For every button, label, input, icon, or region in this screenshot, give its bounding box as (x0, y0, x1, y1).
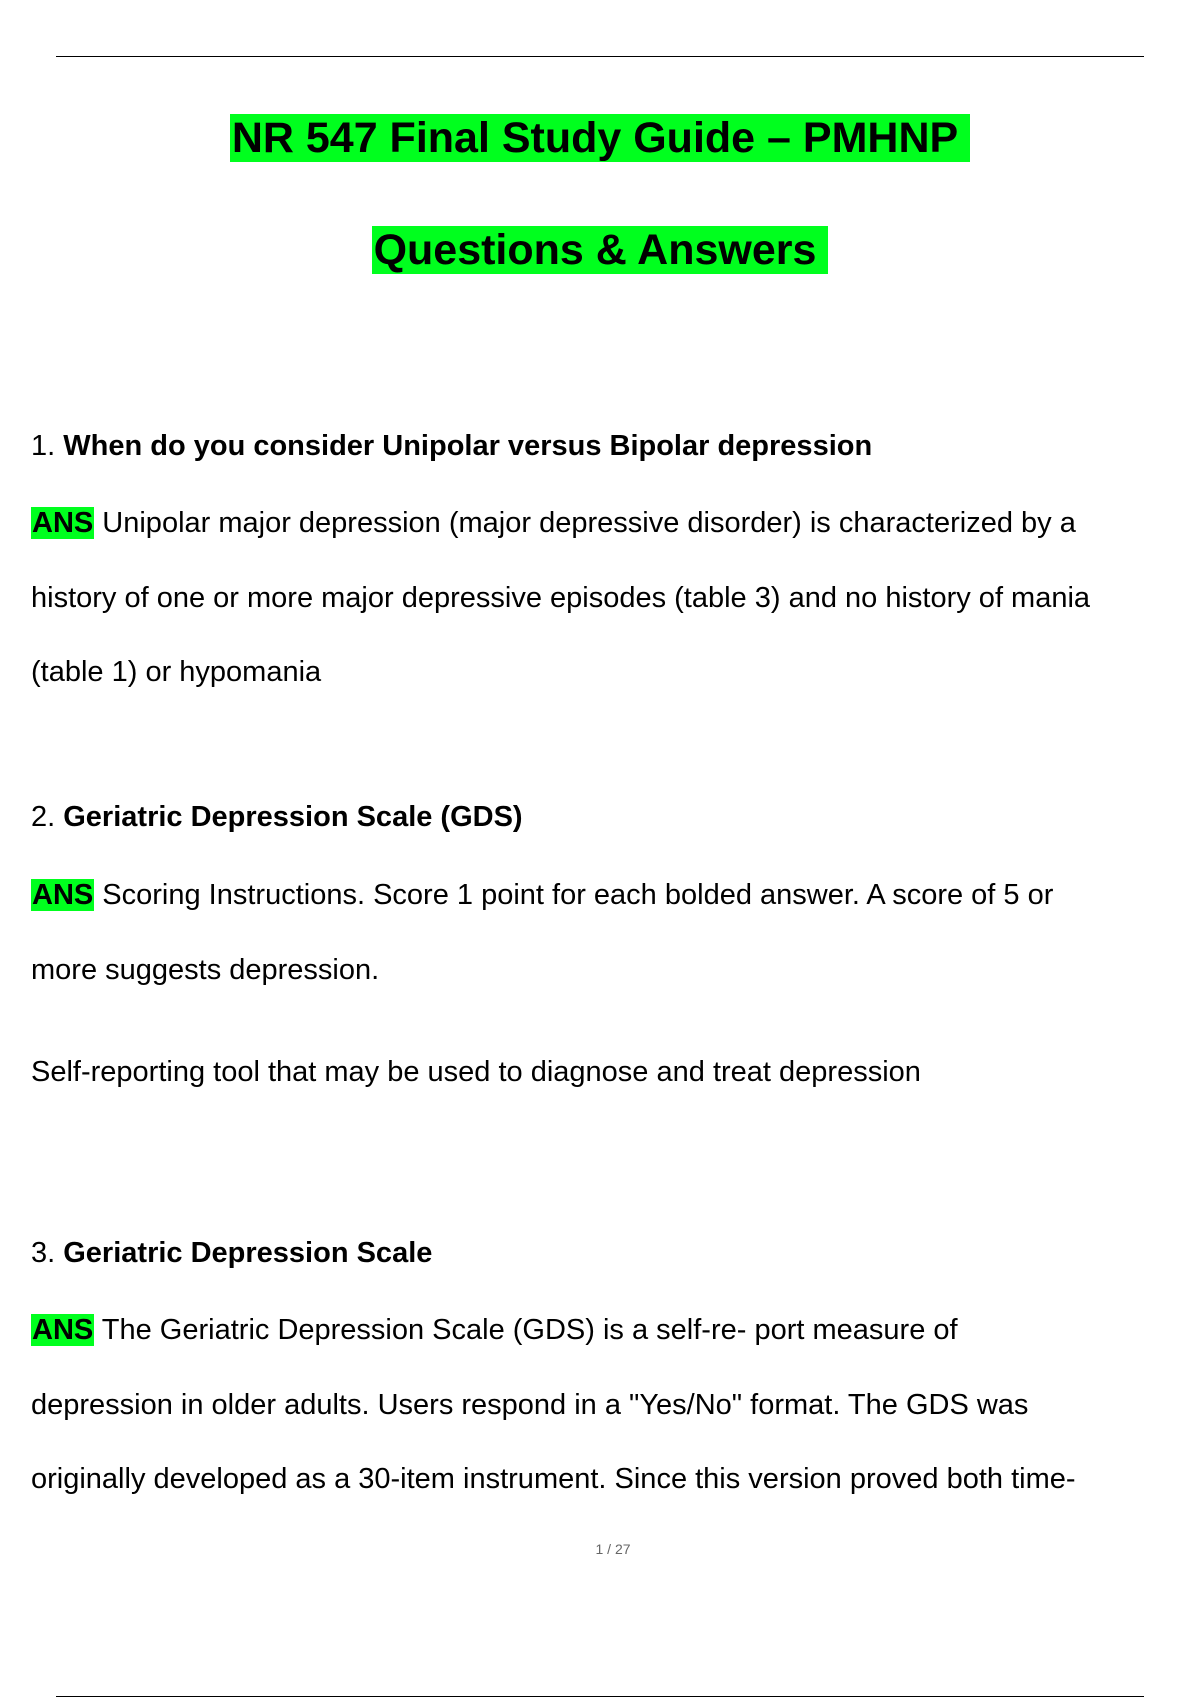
answer-line: history of one or more major depressive episodes (table 3) and no history of mania (31, 581, 1091, 614)
answer-text: The Geriatric Depression Scale (GDS) is a self-re- port measure of (101, 1314, 958, 1346)
answer-2 (31, 858, 1200, 1007)
question-number: 2. (31, 801, 56, 833)
question-1 (31, 430, 872, 463)
ans-label: ANS (32, 879, 94, 911)
answer-2-note: Self-reporting tool that may be used to diagnose and treat depression (31, 1056, 921, 1088)
answer-line: (table 1) or hypomania (31, 656, 322, 688)
question-text: Geriatric Depression Scale (GDS) (63, 801, 523, 833)
title-highlight-1: NR 547 Final Study Guide – PMHNP (230, 114, 970, 162)
ans-label: ANS (32, 1314, 94, 1346)
question-number: 1. (31, 430, 56, 462)
answer-text: Unipolar major depression (major depressive disorder) is characterized by a (102, 507, 1076, 539)
ans-label: ANS (32, 507, 94, 539)
bottom-rule (56, 1696, 1144, 1697)
answer-line: depression in older adults. Users respond in a "Yes/No" format. The GDS was (31, 1388, 1029, 1421)
answer-line (31, 486, 1200, 561)
question-number: 3. (31, 1237, 56, 1269)
document-title-line-2 (0, 221, 1200, 279)
document-title-line-1 (0, 109, 1200, 167)
answer-line (31, 1293, 1200, 1368)
answer-line: originally developed as a 30-item instrument. Since this version proved both time- (31, 1463, 1076, 1495)
answer-1 (31, 486, 1200, 710)
answer-line (31, 858, 1200, 933)
answer-line: more suggests depression. (31, 953, 380, 986)
question-3 (31, 1237, 432, 1270)
page-number: 1 / 27 (595, 1541, 631, 1557)
question-text: When do you consider Unipolar versus Bipolar depression (63, 430, 873, 462)
title-highlight-2: Questions & Answers (372, 226, 829, 274)
top-rule (56, 56, 1144, 57)
answer-3 (31, 1293, 1200, 1517)
question-2 (31, 801, 523, 834)
answer-text: Scoring Instructions. Score 1 point for each bolded answer. A score of 5 or (102, 879, 1054, 911)
question-text: Geriatric Depression Scale (63, 1237, 433, 1269)
